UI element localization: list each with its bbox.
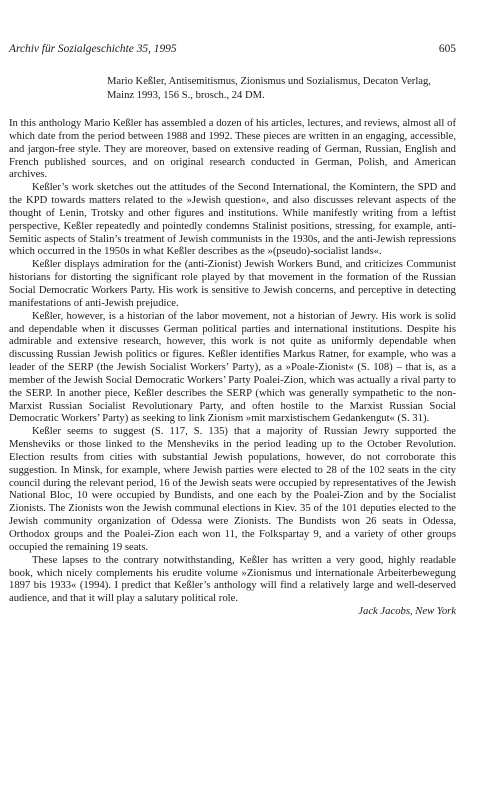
paragraph: These lapses to the contrary notwithstanding, Keßler has written a very good, highly readable book, which nicely complements his erudite volume »Zionismus und internationale Arbeiterbewegung 1897 bis 1933« (1994). I predict that Keßler’s anthology will find a relatively large and well-deserved audience, and that it will play a salutary political role. — [9, 554, 456, 605]
paragraph: Keßler, however, is a historian of the labor movement, not a historian of Jewry. His work is solid and dependable when it discusses German political parties and international institutions. Despite his admirable and extensive research, however, this work is not quite as uniformly dependable when discussing Russian Jewish politics or figures. Keßler identifies Markus Ratner, for example, who was a leader of the SERP (the Jewish Socialist Workers’ Party), as a »Poale-Zionist« (S. 108) – that is, as a member of the Jewish Social Democratic Workers’ Party Poalei-Zion, which was actually a rival party to the SERP. In another piece, Keßler describes the SERP (which was generally sympathetic to the non-Marxist Russian Socialist Revolutionary Party, and often hostile to the Marxist Russian Social Democratic Workers’ Party) as seeking to link Zionism »mit marxistischem Gedankengut« (S. 31). — [9, 310, 456, 425]
journal-title: Archiv für Sozialgeschichte 35, 1995 — [9, 43, 177, 55]
page-number: 605 — [438, 43, 456, 55]
running-header — [9, 42, 456, 56]
book-citation: Mario Keßler, Antisemitismus, Zionismus und Sozialismus, Decaton Verlag, Mainz 1993, 156 S., brosch., 24 DM. — [107, 76, 431, 101]
review-body — [9, 118, 456, 619]
paragraph: In this anthology Mario Keßler has assembled a dozen of his articles, lectures, and reviews, almost all of which date from the period between 1988 and 1992. These pieces are written in an engaging, accessible, and jargon-free style. They are moreover, based on extensive reading of German, Russian, English and French published sources, and on original research conducted in German, Polish, and American archives. — [9, 118, 456, 181]
author-signature: Jack Jacobs, New York — [358, 606, 456, 618]
paragraph: Keßler’s work sketches out the attitudes of the Second International, the Komintern, the SPD and the KPD towards matters related to the »Jewish question«, and also discusses relevant aspects of the thought of Lenin, Trotsky and other figures and institutions. While manifestly writing from a leftist perspective, Keßler repeatedly and pointedly condemns Stalinist positions, stressing, for example, anti-Semitic aspects of Stalin’s treatment of Jewish communists in the 1930s, and the anti-Jewish repressions which occurred in the 1950s in what Keßler describes as the »(pseudo)-socialist lands«. — [9, 182, 456, 258]
paragraph: Keßler seems to suggest (S. 117, S. 135) that a majority of Russian Jewry supported the Mensheviks or those linked to the Mensheviks in the period leading up to the October Revolution. Election results from cities with substantial Jewish populations, however, do not corroborate this suggestion. In Minsk, for example, where Jewish parties were elected to 28 of the 102 seats in the city council during the relevant period, 16 of the Jewish seats were occupied by representatives of the Jewish National Bloc, 10 were occupied by Bundists, and one each by the Poalei-Zion and by the Socialist Zionists. The Zionists won the Jewish communal elections in Kiev. 35 of the 101 deputies elected to the Jewish community organization of Odessa were Zionists. The Bundists won 26 seats in Odessa, Orthodox groups and the Poalei-Zion each won 11, the Folkspartay 9, and a variety of other groups occupied the remaining 19 seats. — [9, 426, 456, 553]
paragraph: Keßler displays admiration for the (anti-Zionist) Jewish Workers Bund, and criticizes Communist historians for distorting the significant role played by that movement in the formation of the Russian Social Democratic Workers Party. His work is sensitive to Jewish concerns, and perceptive in detecting manifestations of anti-Jewish prejudice. — [9, 259, 456, 309]
